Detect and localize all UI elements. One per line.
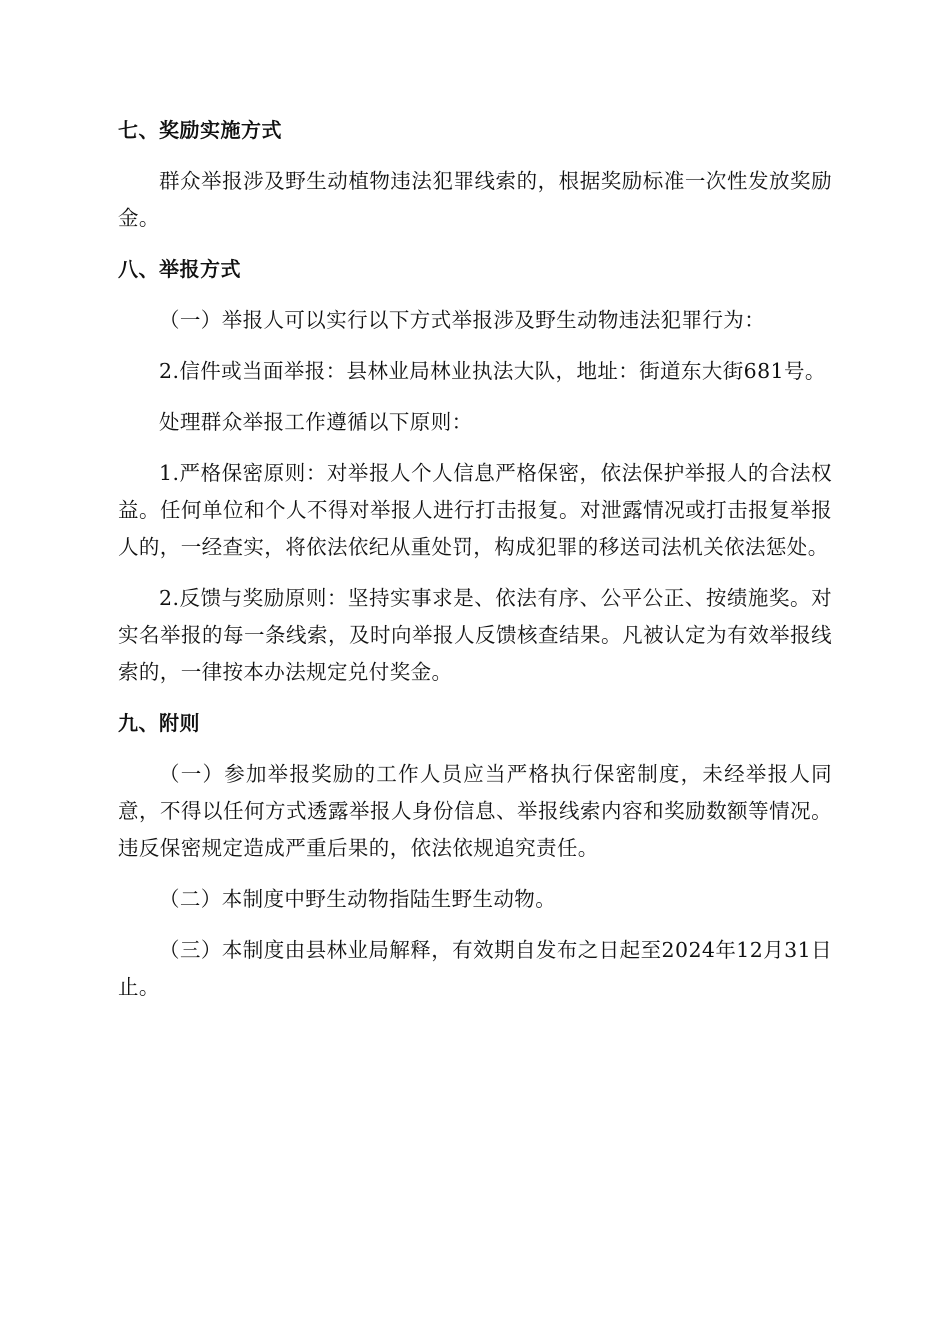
section-8-paragraph-4: 1.严格保密原则：对举报人个人信息严格保密，依法保护举报人的合法权益。任何单位和个人不得对举报人进行打击报复。对泄露情况或打击报复举报人的，一经查实，将依法依纪从重处罚，构成犯罪的移送司法机关依法惩处。 [118,461,832,559]
section-8-paragraph-3: 处理群众举报工作遵循以下原则： [159,410,473,434]
section-9-paragraph-3: （三）本制度由县林业局解释，有效期自发布之日起至2024年12月31日止。 [118,938,832,999]
section-heading-7: 七、奖励实施方式 [118,118,282,142]
section-9-paragraph-1: （一）参加举报奖励的工作人员应当严格执行保密制度，未经举报人同意，不得以任何方式透露举报人身份信息、举报线索内容和奖励数额等情况。违反保密规定造成严重后果的，依法依规追究责任。 [118,762,832,860]
section-8-paragraph-1: （一）举报人可以实行以下方式举报涉及野生动物违法犯罪行为： [159,308,766,332]
section-heading-8: 八、举报方式 [118,257,241,281]
section-heading-9: 九、附则 [118,711,200,735]
section-8-paragraph-2: 2.信件或当面举报：县林业局林业执法大队，地址：街道东大街681号。 [159,359,826,383]
section-7-paragraph-1: 群众举报涉及野生动植物违法犯罪线索的，根据奖励标准一次性发放奖励金。 [118,169,832,230]
section-9-paragraph-2: （二）本制度中野生动物指陆生野生动物。 [159,887,557,911]
section-8-paragraph-5: 2.反馈与奖励原则：坚持实事求是、依法有序、公平公正、按绩施奖。对实名举报的每一条线索，及时向举报人反馈核查结果。凡被认定为有效举报线索的，一律按本办法规定兑付奖金。 [118,586,832,684]
